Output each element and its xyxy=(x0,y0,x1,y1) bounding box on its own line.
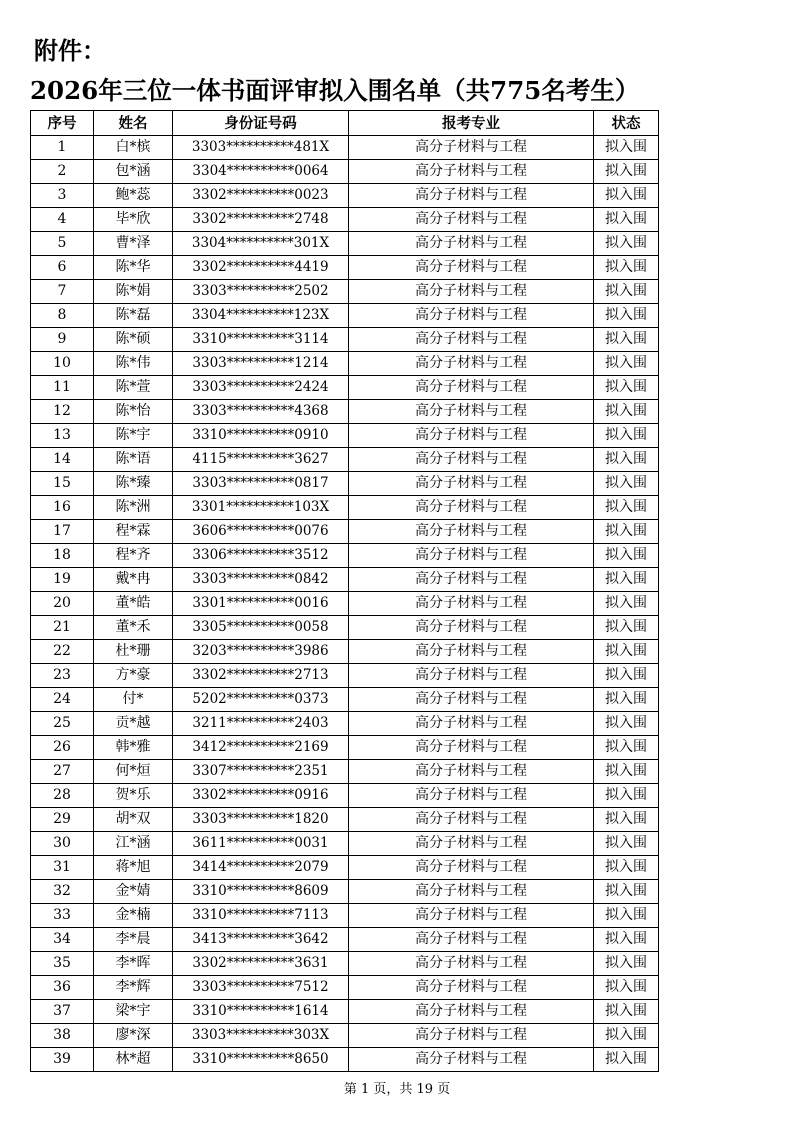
cell-status: 拟入围 xyxy=(594,280,659,304)
cell-name: 程*霖 xyxy=(94,520,173,544)
cell-name: 贡*越 xyxy=(94,712,173,736)
cell-major: 高分子材料与工程 xyxy=(349,640,594,664)
cell-major: 高分子材料与工程 xyxy=(349,280,594,304)
table-body xyxy=(31,136,659,1072)
cell-index: 9 xyxy=(31,328,94,352)
cell-major: 高分子材料与工程 xyxy=(349,520,594,544)
cell-major: 高分子材料与工程 xyxy=(349,160,594,184)
cell-index: 10 xyxy=(31,352,94,376)
cell-id-number: 3611**********0031 xyxy=(173,832,349,856)
cell-name: 江*涵 xyxy=(94,832,173,856)
cell-id-number: 3303**********0842 xyxy=(173,568,349,592)
table-row xyxy=(31,256,659,280)
cell-id-number: 3304**********123X xyxy=(173,304,349,328)
cell-name: 陈*宇 xyxy=(94,424,173,448)
table-row xyxy=(31,640,659,664)
table-row xyxy=(31,544,659,568)
cell-status: 拟入围 xyxy=(594,904,659,928)
table-header-row xyxy=(31,111,659,136)
cell-name: 程*齐 xyxy=(94,544,173,568)
cell-status: 拟入围 xyxy=(594,1048,659,1072)
cell-id-number: 3303**********7512 xyxy=(173,976,349,1000)
cell-index: 25 xyxy=(31,712,94,736)
cell-major: 高分子材料与工程 xyxy=(349,1024,594,1048)
cell-status: 拟入围 xyxy=(594,136,659,160)
cell-index: 6 xyxy=(31,256,94,280)
cell-name: 李*晖 xyxy=(94,952,173,976)
cell-major: 高分子材料与工程 xyxy=(349,328,594,352)
cell-id-number: 3302**********2713 xyxy=(173,664,349,688)
cell-name: 李*辉 xyxy=(94,976,173,1000)
cell-name: 林*超 xyxy=(94,1048,173,1072)
cell-id-number: 3310**********8650 xyxy=(173,1048,349,1072)
cell-status: 拟入围 xyxy=(594,208,659,232)
cell-status: 拟入围 xyxy=(594,472,659,496)
cell-major: 高分子材料与工程 xyxy=(349,184,594,208)
header-status: 状态 xyxy=(594,111,659,136)
header-name: 姓名 xyxy=(94,111,173,136)
cell-name: 蒋*旭 xyxy=(94,856,173,880)
cell-id-number: 3310**********0910 xyxy=(173,424,349,448)
cell-name: 韩*雅 xyxy=(94,736,173,760)
cell-name: 曹*泽 xyxy=(94,232,173,256)
cell-name: 贺*乐 xyxy=(94,784,173,808)
cell-index: 27 xyxy=(31,760,94,784)
cell-status: 拟入围 xyxy=(594,232,659,256)
table-row xyxy=(31,232,659,256)
page-title: 2026年三位一体书面评审拟入围名单（共775名考生） xyxy=(30,76,640,105)
cell-index: 18 xyxy=(31,544,94,568)
cell-id-number: 3302**********2748 xyxy=(173,208,349,232)
cell-status: 拟入围 xyxy=(594,952,659,976)
cell-major: 高分子材料与工程 xyxy=(349,928,594,952)
cell-index: 8 xyxy=(31,304,94,328)
cell-status: 拟入围 xyxy=(594,1000,659,1024)
cell-index: 19 xyxy=(31,568,94,592)
cell-major: 高分子材料与工程 xyxy=(349,664,594,688)
cell-status: 拟入围 xyxy=(594,376,659,400)
cell-status: 拟入围 xyxy=(594,832,659,856)
cell-id-number: 3303**********4368 xyxy=(173,400,349,424)
cell-major: 高分子材料与工程 xyxy=(349,352,594,376)
cell-status: 拟入围 xyxy=(594,976,659,1000)
cell-id-number: 3304**********0064 xyxy=(173,160,349,184)
cell-id-number: 5202**********0373 xyxy=(173,688,349,712)
table-row xyxy=(31,448,659,472)
cell-name: 金*楠 xyxy=(94,904,173,928)
cell-index: 11 xyxy=(31,376,94,400)
cell-index: 2 xyxy=(31,160,94,184)
cell-id-number: 3302**********0023 xyxy=(173,184,349,208)
table-row xyxy=(31,136,659,160)
cell-name: 鲍*蕊 xyxy=(94,184,173,208)
table-row xyxy=(31,616,659,640)
cell-id-number: 3302**********3631 xyxy=(173,952,349,976)
cell-status: 拟入围 xyxy=(594,808,659,832)
cell-name: 毕*欣 xyxy=(94,208,173,232)
cell-major: 高分子材料与工程 xyxy=(349,568,594,592)
table-row xyxy=(31,784,659,808)
cell-status: 拟入围 xyxy=(594,520,659,544)
header-major: 报考专业 xyxy=(349,111,594,136)
cell-major: 高分子材料与工程 xyxy=(349,136,594,160)
cell-status: 拟入围 xyxy=(594,592,659,616)
cell-name: 陈*语 xyxy=(94,448,173,472)
table-row xyxy=(31,328,659,352)
table-row xyxy=(31,688,659,712)
cell-name: 陈*萱 xyxy=(94,376,173,400)
table-row xyxy=(31,520,659,544)
table-row xyxy=(31,808,659,832)
cell-major: 高分子材料与工程 xyxy=(349,424,594,448)
cell-name: 梁*宇 xyxy=(94,1000,173,1024)
cell-status: 拟入围 xyxy=(594,256,659,280)
cell-id-number: 3203**********3986 xyxy=(173,640,349,664)
cell-name: 何*烜 xyxy=(94,760,173,784)
cell-status: 拟入围 xyxy=(594,184,659,208)
cell-major: 高分子材料与工程 xyxy=(349,904,594,928)
cell-status: 拟入围 xyxy=(594,304,659,328)
cell-name: 李*晨 xyxy=(94,928,173,952)
cell-major: 高分子材料与工程 xyxy=(349,1000,594,1024)
header-index: 序号 xyxy=(31,111,94,136)
table-row xyxy=(31,376,659,400)
table-row xyxy=(31,880,659,904)
cell-id-number: 3304**********301X xyxy=(173,232,349,256)
cell-major: 高分子材料与工程 xyxy=(349,256,594,280)
cell-name: 陈*臻 xyxy=(94,472,173,496)
table-row xyxy=(31,736,659,760)
table-row xyxy=(31,280,659,304)
cell-name: 付* xyxy=(94,688,173,712)
cell-id-number: 3301**********103X xyxy=(173,496,349,520)
cell-id-number: 3412**********2169 xyxy=(173,736,349,760)
cell-name: 陈*硕 xyxy=(94,328,173,352)
cell-index: 1 xyxy=(31,136,94,160)
cell-status: 拟入围 xyxy=(594,712,659,736)
cell-major: 高分子材料与工程 xyxy=(349,400,594,424)
cell-id-number: 3606**********0076 xyxy=(173,520,349,544)
cell-major: 高分子材料与工程 xyxy=(349,1048,594,1072)
cell-index: 15 xyxy=(31,472,94,496)
cell-name: 陈*娟 xyxy=(94,280,173,304)
cell-major: 高分子材料与工程 xyxy=(349,976,594,1000)
cell-id-number: 4115**********3627 xyxy=(173,448,349,472)
table-row xyxy=(31,976,659,1000)
cell-status: 拟入围 xyxy=(594,448,659,472)
cell-id-number: 3310**********8609 xyxy=(173,880,349,904)
cell-status: 拟入围 xyxy=(594,424,659,448)
cell-index: 22 xyxy=(31,640,94,664)
cell-name: 董*禾 xyxy=(94,616,173,640)
cell-index: 30 xyxy=(31,832,94,856)
cell-id-number: 3303**********1214 xyxy=(173,352,349,376)
cell-name: 戴*冉 xyxy=(94,568,173,592)
cell-major: 高分子材料与工程 xyxy=(349,712,594,736)
cell-status: 拟入围 xyxy=(594,352,659,376)
cell-index: 32 xyxy=(31,880,94,904)
cell-status: 拟入围 xyxy=(594,496,659,520)
cell-id-number: 3306**********3512 xyxy=(173,544,349,568)
cell-name: 廖*深 xyxy=(94,1024,173,1048)
table-row xyxy=(31,352,659,376)
cell-id-number: 3303**********303X xyxy=(173,1024,349,1048)
table-row xyxy=(31,208,659,232)
cell-index: 24 xyxy=(31,688,94,712)
cell-status: 拟入围 xyxy=(594,568,659,592)
cell-status: 拟入围 xyxy=(594,160,659,184)
cell-status: 拟入围 xyxy=(594,736,659,760)
cell-index: 14 xyxy=(31,448,94,472)
cell-major: 高分子材料与工程 xyxy=(349,592,594,616)
cell-status: 拟入围 xyxy=(594,664,659,688)
cell-major: 高分子材料与工程 xyxy=(349,808,594,832)
table-row xyxy=(31,664,659,688)
table-row xyxy=(31,160,659,184)
cell-index: 7 xyxy=(31,280,94,304)
cell-id-number: 3305**********0058 xyxy=(173,616,349,640)
cell-major: 高分子材料与工程 xyxy=(349,952,594,976)
cell-major: 高分子材料与工程 xyxy=(349,376,594,400)
cell-index: 26 xyxy=(31,736,94,760)
cell-status: 拟入围 xyxy=(594,1024,659,1048)
cell-id-number: 3310**********7113 xyxy=(173,904,349,928)
cell-name: 董*皓 xyxy=(94,592,173,616)
cell-index: 4 xyxy=(31,208,94,232)
cell-status: 拟入围 xyxy=(594,640,659,664)
cell-major: 高分子材料与工程 xyxy=(349,472,594,496)
table-row xyxy=(31,304,659,328)
cell-index: 36 xyxy=(31,976,94,1000)
cell-id-number: 3303**********2424 xyxy=(173,376,349,400)
cell-index: 28 xyxy=(31,784,94,808)
cell-id-number: 3303**********481X xyxy=(173,136,349,160)
cell-index: 5 xyxy=(31,232,94,256)
cell-major: 高分子材料与工程 xyxy=(349,448,594,472)
cell-name: 金*婧 xyxy=(94,880,173,904)
cell-index: 37 xyxy=(31,1000,94,1024)
cell-index: 33 xyxy=(31,904,94,928)
table-row xyxy=(31,952,659,976)
cell-name: 方*豪 xyxy=(94,664,173,688)
cell-major: 高分子材料与工程 xyxy=(349,880,594,904)
cell-status: 拟入围 xyxy=(594,328,659,352)
cell-index: 23 xyxy=(31,664,94,688)
cell-status: 拟入围 xyxy=(594,616,659,640)
cell-id-number: 3414**********2079 xyxy=(173,856,349,880)
cell-status: 拟入围 xyxy=(594,760,659,784)
cell-name: 白*槟 xyxy=(94,136,173,160)
cell-index: 31 xyxy=(31,856,94,880)
table-row xyxy=(31,496,659,520)
cell-major: 高分子材料与工程 xyxy=(349,856,594,880)
cell-id-number: 3310**********3114 xyxy=(173,328,349,352)
cell-index: 21 xyxy=(31,616,94,640)
cell-name: 陈*华 xyxy=(94,256,173,280)
table-row xyxy=(31,928,659,952)
cell-index: 16 xyxy=(31,496,94,520)
cell-status: 拟入围 xyxy=(594,400,659,424)
cell-status: 拟入围 xyxy=(594,880,659,904)
cell-major: 高分子材料与工程 xyxy=(349,688,594,712)
cell-major: 高分子材料与工程 xyxy=(349,832,594,856)
table-row xyxy=(31,832,659,856)
cell-name: 陈*洲 xyxy=(94,496,173,520)
cell-index: 17 xyxy=(31,520,94,544)
cell-major: 高分子材料与工程 xyxy=(349,208,594,232)
page-footer: 第 1 页，共 19 页 xyxy=(343,1082,451,1097)
cell-name: 陈*磊 xyxy=(94,304,173,328)
table-row xyxy=(31,1000,659,1024)
cell-status: 拟入围 xyxy=(594,928,659,952)
table-row xyxy=(31,856,659,880)
cell-id-number: 3413**********3642 xyxy=(173,928,349,952)
cell-id-number: 3303**********0817 xyxy=(173,472,349,496)
table-row xyxy=(31,400,659,424)
cell-name: 陈*伟 xyxy=(94,352,173,376)
cell-index: 29 xyxy=(31,808,94,832)
cell-index: 13 xyxy=(31,424,94,448)
cell-index: 39 xyxy=(31,1048,94,1072)
table-row xyxy=(31,760,659,784)
cell-name: 杜*珊 xyxy=(94,640,173,664)
candidate-table xyxy=(30,110,659,1072)
cell-major: 高分子材料与工程 xyxy=(349,760,594,784)
table-row xyxy=(31,592,659,616)
cell-index: 34 xyxy=(31,928,94,952)
cell-id-number: 3303**********2502 xyxy=(173,280,349,304)
cell-major: 高分子材料与工程 xyxy=(349,784,594,808)
cell-status: 拟入围 xyxy=(594,784,659,808)
cell-major: 高分子材料与工程 xyxy=(349,232,594,256)
cell-index: 3 xyxy=(31,184,94,208)
cell-status: 拟入围 xyxy=(594,856,659,880)
table-row xyxy=(31,184,659,208)
attachment-label: 附件： xyxy=(34,36,106,65)
cell-index: 38 xyxy=(31,1024,94,1048)
cell-id-number: 3301**********0016 xyxy=(173,592,349,616)
cell-major: 高分子材料与工程 xyxy=(349,304,594,328)
cell-status: 拟入围 xyxy=(594,544,659,568)
cell-major: 高分子材料与工程 xyxy=(349,496,594,520)
cell-name: 胡*双 xyxy=(94,808,173,832)
cell-name: 包*涵 xyxy=(94,160,173,184)
cell-major: 高分子材料与工程 xyxy=(349,736,594,760)
table-row xyxy=(31,472,659,496)
cell-id-number: 3310**********1614 xyxy=(173,1000,349,1024)
cell-id-number: 3302**********0916 xyxy=(173,784,349,808)
cell-index: 20 xyxy=(31,592,94,616)
table-row xyxy=(31,1048,659,1072)
table-row xyxy=(31,568,659,592)
header-id-number: 身份证号码 xyxy=(173,111,349,136)
cell-status: 拟入围 xyxy=(594,688,659,712)
cell-id-number: 3211**********2403 xyxy=(173,712,349,736)
cell-id-number: 3303**********1820 xyxy=(173,808,349,832)
cell-major: 高分子材料与工程 xyxy=(349,544,594,568)
cell-id-number: 3302**********4419 xyxy=(173,256,349,280)
cell-id-number: 3307**********2351 xyxy=(173,760,349,784)
cell-major: 高分子材料与工程 xyxy=(349,616,594,640)
cell-name: 陈*怡 xyxy=(94,400,173,424)
table-row xyxy=(31,424,659,448)
table-row xyxy=(31,904,659,928)
cell-index: 35 xyxy=(31,952,94,976)
table-row xyxy=(31,712,659,736)
cell-index: 12 xyxy=(31,400,94,424)
table-row xyxy=(31,1024,659,1048)
